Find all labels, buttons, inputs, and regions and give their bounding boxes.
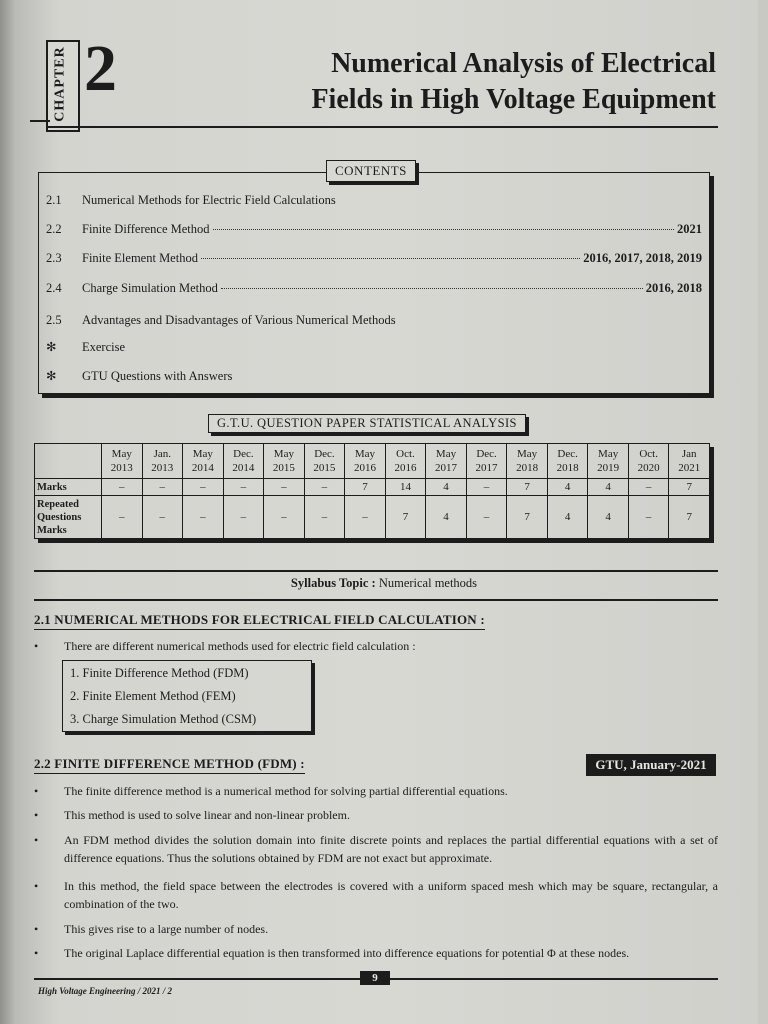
stats-col-header: May 2016 — [345, 444, 386, 479]
toc-item[interactable]: 2.3 Finite Element Method 2016, 2017, 2018, 2019 — [46, 251, 702, 265]
stats-cell: 7 — [385, 496, 426, 539]
stats-col-header: Oct. 2016 — [385, 444, 426, 479]
stats-cell: – — [466, 479, 507, 496]
bullet-item: • This method is used to solve linear and non-linear problem. — [34, 808, 350, 822]
gtu-badge: GTU, January-2021 — [586, 754, 716, 776]
chapter-label: CHAPTER — [53, 46, 69, 122]
title-rule-left — [30, 120, 50, 122]
stats-header-row — [35, 444, 710, 479]
bullet-item: • In this method, the field space between the electrodes is covered with a uniform spaced mesh which may be square, rectangular, a combination of the two. — [34, 879, 718, 911]
method-item: 3. Charge Simulation Method (CSM) — [70, 712, 257, 726]
stats-repeated-row — [35, 496, 710, 539]
stats-marks-row — [35, 479, 710, 496]
stats-cell: – — [183, 479, 224, 496]
bullet-item: • There are different numerical methods used for electric field calculation : — [34, 639, 416, 653]
stats-col-header: May 2013 — [102, 444, 143, 479]
stats-cell: 7 — [507, 496, 548, 539]
stats-cell: – — [223, 479, 264, 496]
stats-cell: 7 — [345, 479, 386, 496]
stats-cell: – — [264, 479, 305, 496]
stats-col-header: Jan. 2013 — [142, 444, 183, 479]
bullet-item: • The original Laplace differential equation is then transformed into difference equations for potential Φ at these nodes. — [34, 946, 630, 960]
stats-table — [34, 443, 710, 539]
stats-label: G.T.U. QUESTION PAPER STATISTICAL ANALYSIS — [208, 414, 526, 433]
stats-col-header: Dec. 2018 — [547, 444, 588, 479]
stats-col-header: Dec. 2017 — [466, 444, 507, 479]
toc-item[interactable]: 2.5 Advantages and Disadvantages of Various Numerical Methods — [46, 313, 396, 327]
bullet-item: • An FDM method divides the solution domain into finite discrete points and replaces the partial differential equations with a set of difference equations. Thus the solutions obtained by FDM are not exact but approximate. — [34, 833, 718, 865]
stats-col-header: Jan 2021 — [669, 444, 710, 479]
title-rule — [46, 126, 718, 128]
stats-cell: – — [628, 479, 669, 496]
stats-cell: – — [102, 479, 143, 496]
stats-cell: – — [183, 496, 224, 539]
stats-col-header: Dec. 2014 — [223, 444, 264, 479]
stats-row-label: Marks — [35, 479, 102, 496]
stats-cell: 4 — [547, 479, 588, 496]
stats-corner-cell — [35, 444, 102, 479]
stats-col-header: May 2014 — [183, 444, 224, 479]
stats-cell: 4 — [426, 479, 467, 496]
footer-book-title: High Voltage Engineering / 2021 / 2 — [38, 986, 173, 996]
toc-item[interactable]: 2.1 Numerical Methods for Electric Field Calculations — [46, 193, 336, 207]
stats-row-label: Repeated Questions Marks — [35, 496, 102, 539]
toc-leader — [201, 258, 580, 259]
book-spine — [0, 0, 14, 1024]
stats-cell: 7 — [507, 479, 548, 496]
contents-label: CONTENTS — [326, 160, 416, 182]
syllabus-topic: Syllabus Topic : Numerical methods — [290, 576, 478, 590]
stats-cell: – — [142, 479, 183, 496]
toc-leader — [221, 288, 643, 289]
bullet-item: • The finite difference method is a numerical method for solving partial differential equations. — [34, 784, 508, 798]
stats-col-header: Oct. 2020 — [628, 444, 669, 479]
stats-cell: – — [264, 496, 305, 539]
chapter-title: Numerical Analysis of Electrical Fields in High Voltage Equipment — [311, 48, 716, 115]
stats-cell: – — [628, 496, 669, 539]
stats-cell: – — [304, 496, 345, 539]
stats-col-header: May 2015 — [264, 444, 305, 479]
toc-item[interactable]: 2.2 Finite Difference Method 2021 — [46, 222, 702, 236]
toc-item[interactable]: 2.4 Charge Simulation Method 2016, 2018 — [46, 281, 702, 295]
stats-cell: 4 — [588, 479, 629, 496]
section-2-1-heading: 2.1 NUMERICAL METHODS FOR ELECTRICAL FIELD CALCULATION : — [34, 612, 485, 630]
stats-cell: 4 — [588, 496, 629, 539]
stats-cell: 14 — [385, 479, 426, 496]
toc-item[interactable]: ✻ GTU Questions with Answers — [46, 369, 233, 383]
stats-col-header: May 2019 — [588, 444, 629, 479]
syllabus-rule-bottom — [34, 599, 718, 601]
stats-col-header: Dec. 2015 — [304, 444, 345, 479]
stats-cell: – — [223, 496, 264, 539]
stats-col-header: May 2018 — [507, 444, 548, 479]
stats-cell: – — [345, 496, 386, 539]
page-number: 9 — [360, 971, 390, 985]
stats-cell: 7 — [669, 496, 710, 539]
stats-cell: – — [304, 479, 345, 496]
stats-cell: 7 — [669, 479, 710, 496]
toc-item[interactable]: ✻ Exercise — [46, 340, 126, 354]
stats-cell: 4 — [426, 496, 467, 539]
method-item: 2. Finite Element Method (FEM) — [70, 689, 236, 703]
stats-cell: – — [142, 496, 183, 539]
chapter-number: 2 — [84, 32, 117, 105]
section-2-2-heading: 2.2 FINITE DIFFERENCE METHOD (FDM) : — [34, 756, 305, 774]
method-item: 1. Finite Difference Method (FDM) — [70, 666, 249, 680]
toc-leader — [213, 229, 674, 230]
stats-cell: – — [466, 496, 507, 539]
stats-cell: – — [102, 496, 143, 539]
stats-cell: 4 — [547, 496, 588, 539]
syllabus-rule-top — [34, 570, 718, 572]
bullet-item: • This gives rise to a large number of nodes. — [34, 922, 269, 936]
stats-col-header: May 2017 — [426, 444, 467, 479]
